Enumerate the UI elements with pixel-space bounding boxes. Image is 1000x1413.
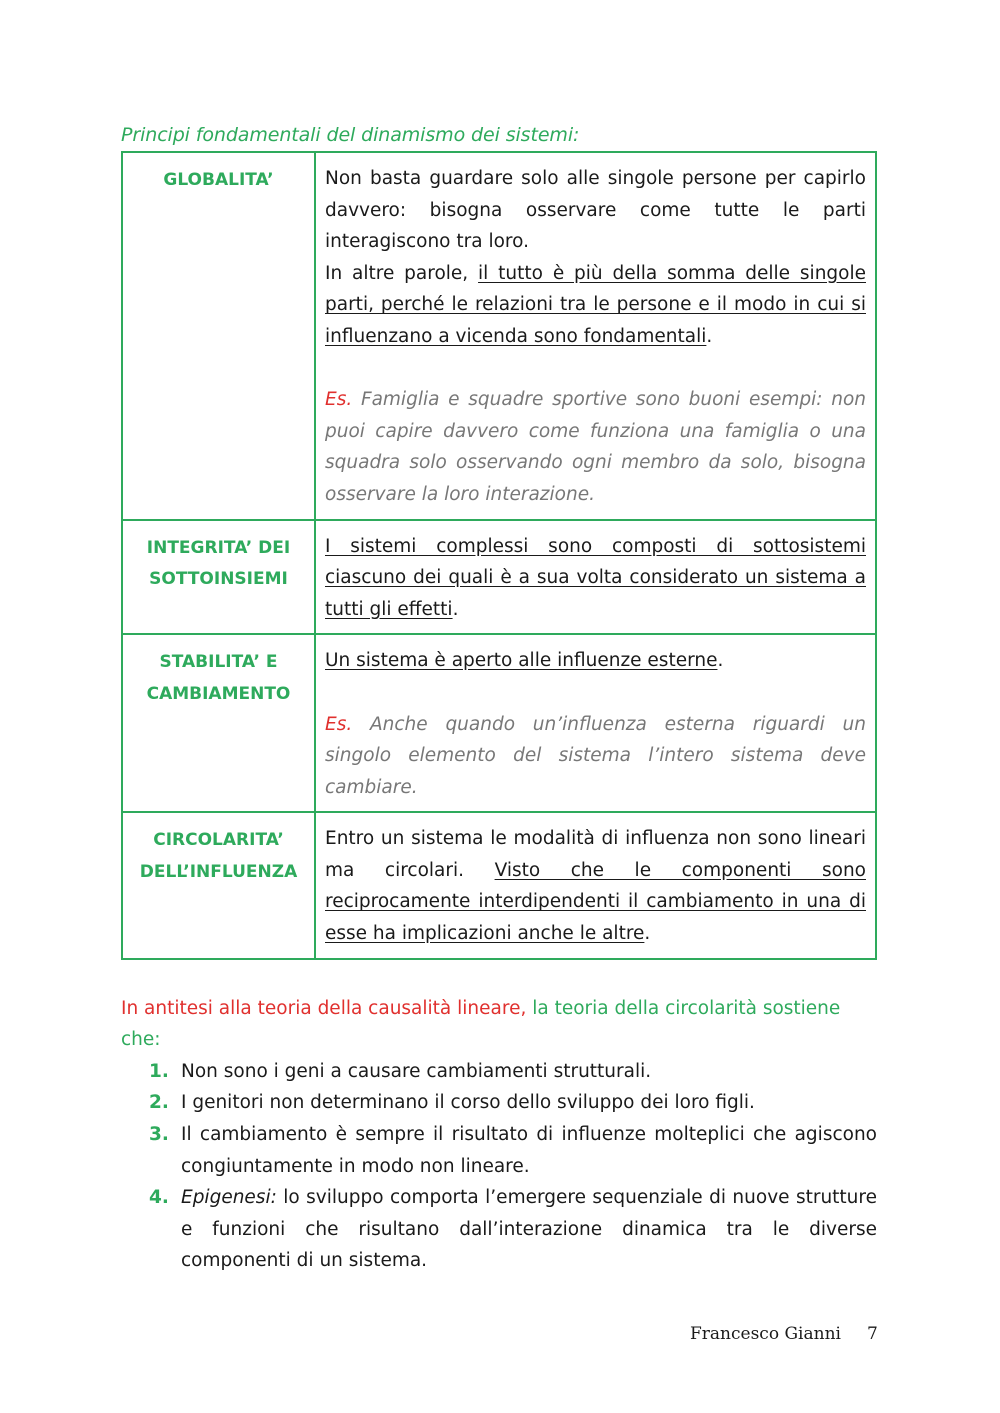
example-paragraph — [325, 709, 866, 804]
list-item — [121, 1182, 877, 1277]
text-run: . — [644, 923, 651, 945]
list-item — [121, 1087, 877, 1119]
term-line: CAMBIAMENTO — [146, 683, 291, 704]
principle-description — [315, 812, 876, 958]
example-paragraph — [325, 384, 866, 510]
principle-description — [315, 520, 876, 635]
list-text: lo sviluppo comporta l’emergere sequenziale di nuove strutture e funzioni che risultano dall’interazione dinamica tra le diverse componenti di un sistema. — [181, 1187, 877, 1272]
principles-table — [121, 151, 877, 960]
description-paragraph — [325, 823, 866, 949]
text-run: I sistemi complessi sono composti di sottosistemi ciascuno dei quali è a sua volta considerato un sistema a tutti gli effetti — [325, 535, 866, 620]
term-line: SOTTOINSIEMI — [149, 569, 288, 590]
principle-term — [122, 634, 315, 812]
principle-description — [315, 152, 876, 520]
list-text: Non sono i geni a causare cambiamenti strutturali. — [181, 1060, 652, 1082]
text-run: Non basta guardare solo alle singole persone per capirlo davvero: bisogna osservare come tutte le parti interagiscono tra loro. — [325, 168, 866, 253]
term-line: CIRCOLARITA’ — [153, 830, 284, 851]
list-text: Epigenesi: — [181, 1187, 277, 1209]
spacer — [325, 353, 866, 385]
description-paragraph — [325, 163, 866, 258]
text-run: In altre parole, — [325, 262, 479, 284]
intro-red-text: In antitesi alla teoria della causalità lineare, — [121, 997, 527, 1019]
numbered-list — [121, 1056, 877, 1277]
principle-row — [122, 634, 876, 812]
text-run: . — [717, 650, 724, 672]
page-number: 7 — [867, 1324, 878, 1344]
text-run: Un sistema è aperto alle influenze esterne — [325, 650, 718, 672]
page-content — [121, 120, 877, 1277]
text-run: . — [706, 325, 713, 347]
example-text: Famiglia e squadre sportive sono buoni esempi: non puoi capire davvero come funziona una famiglia o una squadra solo osservando ogni membro da solo, bisogna osservare la loro interazione. — [325, 389, 866, 505]
list-text: I genitori non determinano il corso dello sviluppo dei loro figli. — [181, 1092, 755, 1114]
spacer — [325, 677, 866, 709]
intro-green-text: la teoria della circolarità sostiene che: — [121, 997, 841, 1051]
list-text: Il cambiamento è sempre il risultato di influenze molteplici che agiscono congiuntamente in modo non lineare. — [181, 1124, 877, 1177]
principle-term — [122, 520, 315, 635]
text-run: il tutto è più della somma delle singole parti, perché le relazioni tra le persone e il modo in cui si influenzano a vicenda sono fondamentali — [325, 262, 866, 347]
description-paragraph — [325, 258, 866, 353]
example-label: Es. — [325, 713, 353, 735]
list-number: 3. — [149, 1124, 169, 1146]
footer-author: Francesco Gianni — [690, 1324, 841, 1344]
list-item — [121, 1056, 877, 1088]
term-line: DELL’INFLUENZA — [139, 861, 298, 882]
text-run: . — [452, 598, 459, 620]
section-title: Principi fondamentali del dinamismo dei sistemi: — [121, 124, 580, 146]
text-run: Entro un sistema le modalità di influenza non sono lineari ma circolari. — [325, 828, 866, 881]
description-paragraph — [325, 531, 866, 626]
principle-term — [122, 152, 315, 520]
example-text: Anche quando un’influenza esterna riguardi un singolo elemento del sistema l’intero sistema deve cambiare. — [325, 713, 866, 798]
principle-row — [122, 152, 876, 520]
intro-sentence — [121, 993, 877, 1056]
example-label: Es. — [325, 389, 353, 411]
principle-row — [122, 812, 876, 958]
term-line: STABILITA’ E — [159, 652, 278, 673]
description-paragraph — [325, 645, 866, 677]
term-line: GLOBALITA’ — [163, 170, 274, 190]
term-line: INTEGRITA’ DEI — [146, 537, 291, 558]
list-number: 4. — [149, 1187, 169, 1209]
principle-row — [122, 520, 876, 635]
list-number: 2. — [149, 1092, 169, 1114]
list-number: 1. — [149, 1060, 169, 1082]
text-run: Visto che le componenti sono reciprocamente interdipendenti il cambiamento in una di esse ha implicazioni anche le altre — [325, 859, 866, 945]
principle-description — [315, 634, 876, 812]
principle-term — [122, 812, 315, 958]
list-item — [121, 1119, 877, 1182]
